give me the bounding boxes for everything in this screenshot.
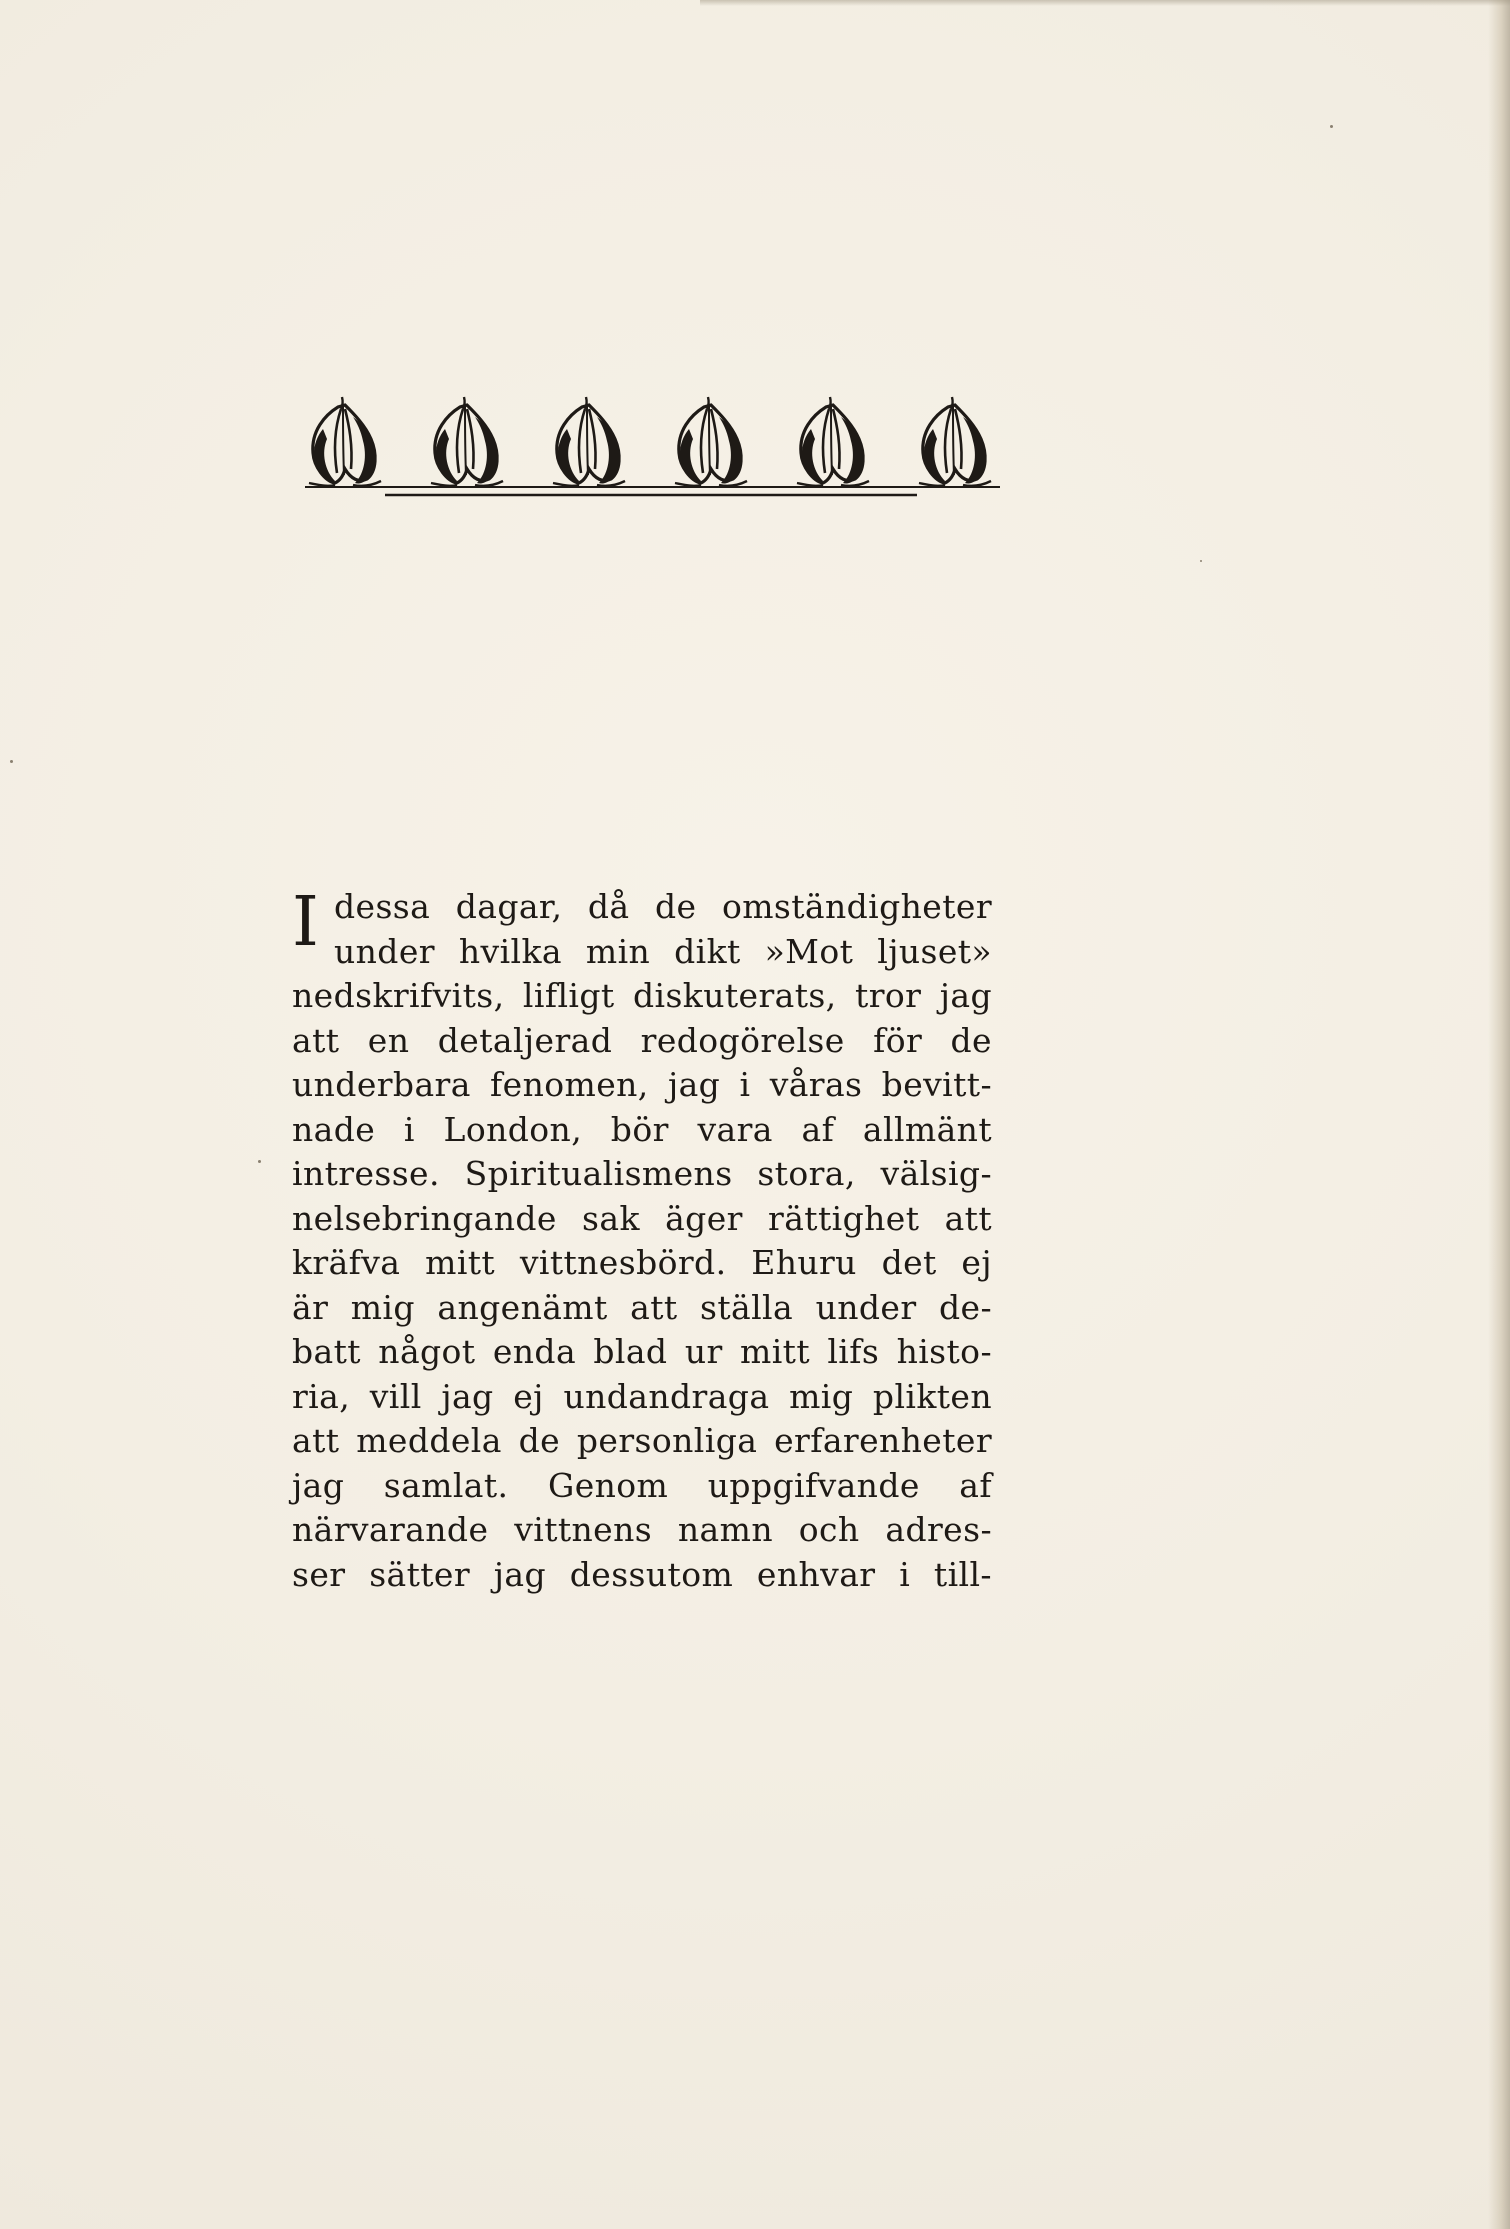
text-line: är mig angenämt att ställa under de- <box>292 1287 992 1327</box>
page-top-edge <box>700 0 1510 6</box>
flame-leaf-icon <box>431 397 503 486</box>
text-line: att en detaljerad redogörelse för de <box>292 1020 992 1060</box>
paper-speck <box>1330 125 1333 128</box>
paper-speck <box>258 1160 261 1163</box>
text-line: närvarande vittnens namn och adres- <box>292 1510 992 1549</box>
text-line: att meddela de personliga erfarenheter <box>292 1421 992 1460</box>
text-line: batt något enda blad ur mitt lifs histo- <box>292 1332 992 1371</box>
text-line: ria, vill jag ej undandraga mig plikten <box>292 1376 992 1416</box>
text-line: jag samlat. Genom uppgifvande af <box>292 1465 992 1505</box>
flame-leaf-icon <box>797 397 869 486</box>
flame-leaf-icon <box>919 397 991 486</box>
drop-cap: I <box>292 883 320 962</box>
flame-leaf-icon <box>309 397 381 486</box>
ornament-svg <box>305 395 1000 505</box>
flame-leaf-icon <box>553 397 625 486</box>
flame-leaf-icon <box>675 397 747 486</box>
text-line: underbara fenomen, jag i våras bevitt- <box>292 1065 992 1104</box>
text-line: nedskrifvits, lifligt diskuterats, tror jag <box>292 976 992 1015</box>
text-line: intresse. Spiritualismens stora, välsig- <box>292 1154 992 1193</box>
text-line: nelsebringande sak äger rättighet att <box>292 1198 992 1238</box>
text-line: under hvilka min dikt »Mot ljuset» <box>334 931 992 971</box>
page-edge-shadow <box>1488 0 1510 2229</box>
body-paragraph <box>292 885 992 1597</box>
text-line: ser sätter jag dessutom enhvar i till- <box>292 1554 992 1594</box>
headpiece-ornament <box>305 395 1000 505</box>
paper-speck <box>1200 560 1202 562</box>
text-line: dessa dagar, då de omständigheter <box>334 887 992 926</box>
text-line: kräfva mitt vittnesbörd. Ehuru det ej <box>292 1243 992 1282</box>
text-line: nade i London, bör vara af allmänt <box>292 1109 992 1149</box>
paper-speck <box>10 760 13 763</box>
